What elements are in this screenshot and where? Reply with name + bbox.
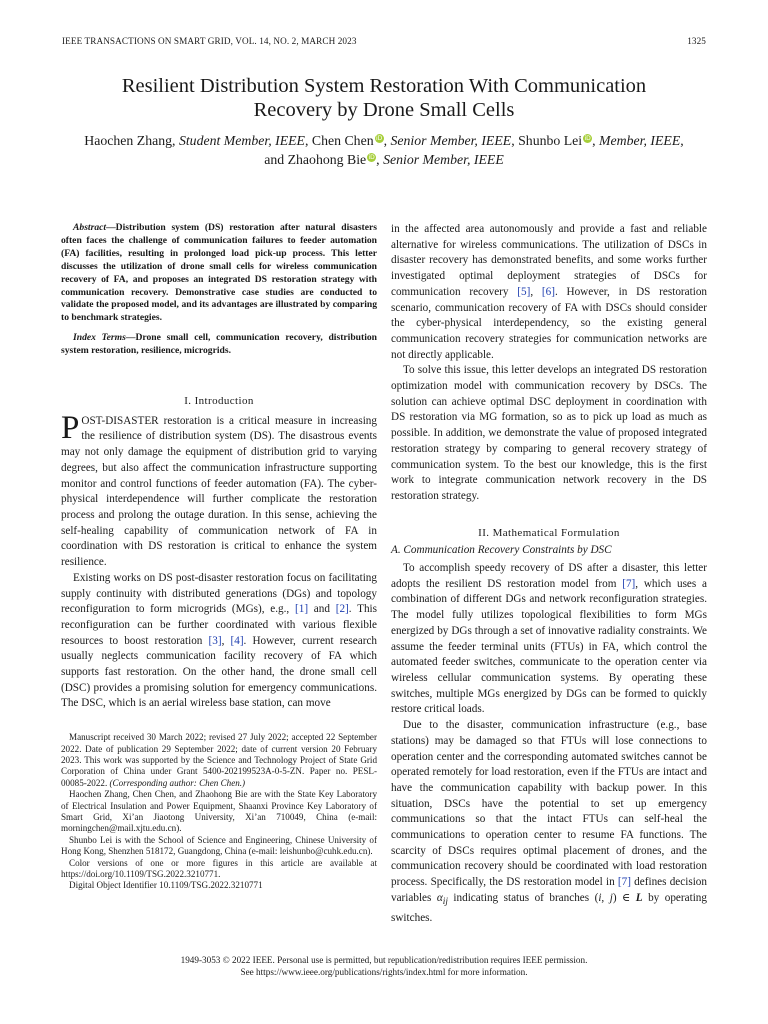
subsection-heading: A. Communication Recovery Constraints by DSC bbox=[391, 544, 612, 557]
formulation-paragraph-2 bbox=[391, 718, 707, 926]
text-run: , bbox=[221, 634, 231, 647]
index-terms-label: Index Terms bbox=[73, 332, 126, 344]
text-run: by operating switches. bbox=[391, 891, 707, 924]
copyright-line-1: 1949-3053 © 2022 IEEE. Personal use is permitted, but republication/redistribution requires IEEE permission. bbox=[180, 955, 588, 965]
intro-paragraph-3 bbox=[391, 222, 707, 363]
citation-link[interactable]: [7] bbox=[622, 577, 636, 590]
citation-link[interactable]: [7] bbox=[617, 876, 631, 889]
citation-link[interactable]: [6] bbox=[541, 285, 555, 298]
intro-paragraph-2 bbox=[61, 571, 377, 712]
left-column bbox=[61, 222, 377, 892]
citation-link[interactable]: [4] bbox=[230, 634, 244, 647]
index-terms-text: Drone small cell, communication recovery, distribution system restoration, resilience, microgrids. bbox=[61, 332, 377, 357]
abstract-label: Abstract bbox=[73, 222, 107, 233]
index-terms: Index Terms—Drone small cell, communication recovery, distribution system restoration, resilience, microgrids. bbox=[61, 332, 377, 357]
author-list bbox=[60, 131, 708, 169]
abstract: Abstract—Distribution system (DS) restoration after natural disasters often faces the challenge of communication failures to feeder automation (FA) facilities, resulting in prolonged load pick-up process. This letter discusses the utilization of drone small cells for wireless communication recovery of FA, and proposes an integrated DS restoration strategy with communication recovery. Demonstrative case studies are conducted to validate the proposed model, and its advantages are illustrated by comparing to benchmark strategies. bbox=[61, 222, 377, 324]
text-run: Due to the disaster, communication infrastructure (e.g., base stations) may be damaged so that FTUs will lose connections to operation center and the corresponding automated switches cannot be operated remotely for load restoration, even if the FTUs are intact and have the communication capability with backup power. In this situation, DSCs have the potential to set up emergency communications so that the intact FTUs can self-heal the communications to operation center to resume FA functions. The scarcity of DSCs requires optimal placement of drones, and the communication recovery should be coordinated with load restoration process. Specifically, the DS restoration model in bbox=[391, 719, 707, 889]
footnote-affiliation-1: Haochen Zhang, Chen Chen, and Zhaohong Bie are with the State Key Laboratory of Electrical Insulation and Power Equipment, Shaanxi Province Key Laboratory of Smart Grid, Xi’an Jiaotong University, Xi’an 710049, China (e-mail: morningchen@mail.xjtu.edu.cn). bbox=[61, 789, 377, 834]
intro-text: restoration is a critical measure in increasing the resilience of distribution system (DS). The disastrous events may not only damage the equipment of distribution grid to varying degrees, but also affect the communication infrastructure supporting monitor and control functions of feeder automation (FA). The cyber-physical interdependence will further complicate the restoration process and prolong the outage duration. In this sense, achieving the self-healing capability of communication network of FA in coordination with DS restoration is critical to enhance the system resilience. bbox=[61, 414, 377, 569]
citation-link[interactable]: [3] bbox=[208, 634, 222, 647]
citation-link[interactable]: [1] bbox=[295, 603, 309, 616]
copyright-notice bbox=[60, 955, 708, 979]
footnote-manuscript bbox=[61, 732, 377, 789]
author-name: Chen Chen bbox=[311, 133, 374, 148]
orcid-icon[interactable]: iD bbox=[375, 135, 383, 142]
text-run: , which uses a combination of different DGs and network reconfiguration strategies. The model fully utilizes topological flexibilities to form MGs energized by DGs through a set of innovative radiality constraints. We assume the feeder terminal units (FTUs) in FA, which control the automated feeder switches, communicate to the operation center via wireless cellular communication systems. By operating these switches, multiple MGs energized by DGs can be formed to quickly restore critical loads. bbox=[391, 577, 707, 716]
math-set-L: L bbox=[635, 891, 643, 904]
intro-lead: OST-DISASTER bbox=[81, 414, 159, 427]
drop-cap: P bbox=[61, 409, 80, 446]
abstract-text: Distribution system (DS) restoration after natural disasters often faces the challenge of communication failures to feeder automation (FA) facilities, resulting in prolonged load pick-up process. This letter discusses the utilization of drone small cells for wireless communication recovery of FA, and proposes an integrated DS restoration strategy with communication recovery. Demonstrative case studies are conducted to validate the proposed model, and its advantages are illustrated by comparing to benchmark strategies. bbox=[61, 222, 377, 324]
title-line-2: Recovery by Drone Small Cells bbox=[253, 99, 515, 121]
section-heading: I. Introduction bbox=[184, 395, 254, 408]
footnote-affiliation-2: Shunbo Lei is with the School of Science and Engineering, Chinese University of Hong Kong, Shenzhen 518172, Guangdong, China (e-mail: leishunbo@cuhk.edu.cn). bbox=[61, 834, 377, 857]
math-branch: i, j bbox=[598, 891, 613, 904]
text-run: Existing works on DS post-disaster restoration focus on facilitating supply continuity with distributed generations (DGs) and topology reconfiguration to form microgrids (MGs), e.g., bbox=[61, 571, 377, 616]
author-name: Shunbo Lei bbox=[518, 133, 583, 148]
title-line-1: Resilient Distribution System Restoration With Communication bbox=[121, 75, 647, 97]
orcid-icon[interactable]: iD bbox=[368, 154, 375, 161]
math-alpha: α bbox=[436, 891, 443, 904]
intro-paragraph-1 bbox=[61, 409, 377, 571]
author-name: Haochen Zhang, bbox=[84, 133, 176, 148]
citation-link[interactable]: [2] bbox=[335, 603, 349, 616]
author-role: Senior Member, IEEE bbox=[383, 152, 504, 167]
corresponding-author: (Corresponding author: Chen Chen.) bbox=[109, 777, 246, 788]
author-line-2: and Zhaohong Bie iD, Senior Member, IEEE bbox=[264, 152, 504, 167]
footnotes bbox=[61, 732, 377, 892]
text-run: and bbox=[308, 603, 336, 616]
author-role: Member, IEEE bbox=[599, 133, 681, 148]
text-run: , bbox=[530, 285, 542, 298]
copyright-line-2: See https://www.ieee.org/publications/rights/index.html for more information. bbox=[240, 966, 528, 977]
text-run: ) ∈ bbox=[612, 891, 636, 904]
intro-paragraph-4: To solve this issue, this letter develops an integrated DS restoration optimization model with communication recovery by DSCs. The solution can achieve optimal DSC deployment in coordination with DS restoration via MG formation, so as to pick up load as much as possible. In addition, we demonstrate the value of proposed integrated restoration strategy by comparing to general recovery strategy of communication system. To the best our knowledge, this is the first work to integrate communication network recovery in the DS restoration strategy. bbox=[391, 364, 707, 502]
text-run: To accomplish speedy recovery of DS after a disaster, this letter adopts the resilient DS restoration model from bbox=[391, 562, 707, 590]
text-run: in the affected area autonomously and provide a fast and reliable alternative for wireless communications. The utilization of DSCs in disaster recovery has demonstrated benefits, and some works further investigated optimal deployment strategies of DSCs for communication recovery bbox=[391, 223, 707, 298]
author-role: Senior Member, IEEE bbox=[390, 133, 512, 148]
page-number: 1325 bbox=[687, 36, 706, 46]
text-run: . However, in DS restoration scenario, communication recovery of FA with DSCs should consider the cyber-physical interdependency, so the existing general communication recovery strategies for communication networks are not directly applicable. bbox=[391, 285, 708, 361]
author-name: and Zhaohong Bie bbox=[264, 152, 367, 167]
journal-name: IEEE TRANSACTIONS ON SMART GRID, VOL. 14, NO. 2, MARCH 2023 bbox=[62, 36, 357, 46]
orcid-icon[interactable]: iD bbox=[584, 135, 591, 142]
citation-link[interactable]: [5] bbox=[517, 285, 531, 298]
formulation-paragraph-1 bbox=[391, 561, 707, 718]
text-run: . However, current research usually neglects communication facility recovery of FA which supports fast restoration. On the other hand, the drone small cell (DSC) provides a promising solution for emergency communications. The DSC, which is an aerial wireless base station, can move bbox=[61, 634, 378, 710]
right-column bbox=[391, 222, 707, 926]
text-run: indicating status of branches ( bbox=[447, 891, 599, 904]
math-subscript: ij bbox=[442, 897, 448, 908]
footnote-text: Manuscript received 30 March 2022; revised 27 July 2022; accepted 22 September 2022. Date of publication 29 September 2022; date of current version 20 February 2023. This work was supported by the Science and Technology Project of State Grid Corporation of China under Grant 5400-202199523A-0-5-ZN. Paper no. PESL-00085-2022. bbox=[61, 732, 377, 788]
footnote-doi: Digital Object Identifier 10.1109/TSG.2022.3210771 bbox=[69, 880, 263, 891]
paper-title bbox=[60, 74, 708, 122]
footnote-color-versions: Color versions of one or more figures in this article are available at https://doi.org/10.1109/TSG.2022.3210771. bbox=[61, 857, 377, 879]
author-line-1: Haochen Zhang, Student Member, IEEE, Chen Chen iD, Senior Member, IEEE, Shunbo Lei iD, Member, IEEE, bbox=[84, 133, 684, 148]
section-heading: II. Mathematical Formulation bbox=[478, 526, 620, 539]
text-run: defines decision variables bbox=[391, 876, 707, 904]
author-role: Student Member, IEEE bbox=[178, 133, 305, 148]
text-run: . This reconfiguration can be further coordinated with various flexible resources to boost restoration bbox=[61, 603, 378, 647]
